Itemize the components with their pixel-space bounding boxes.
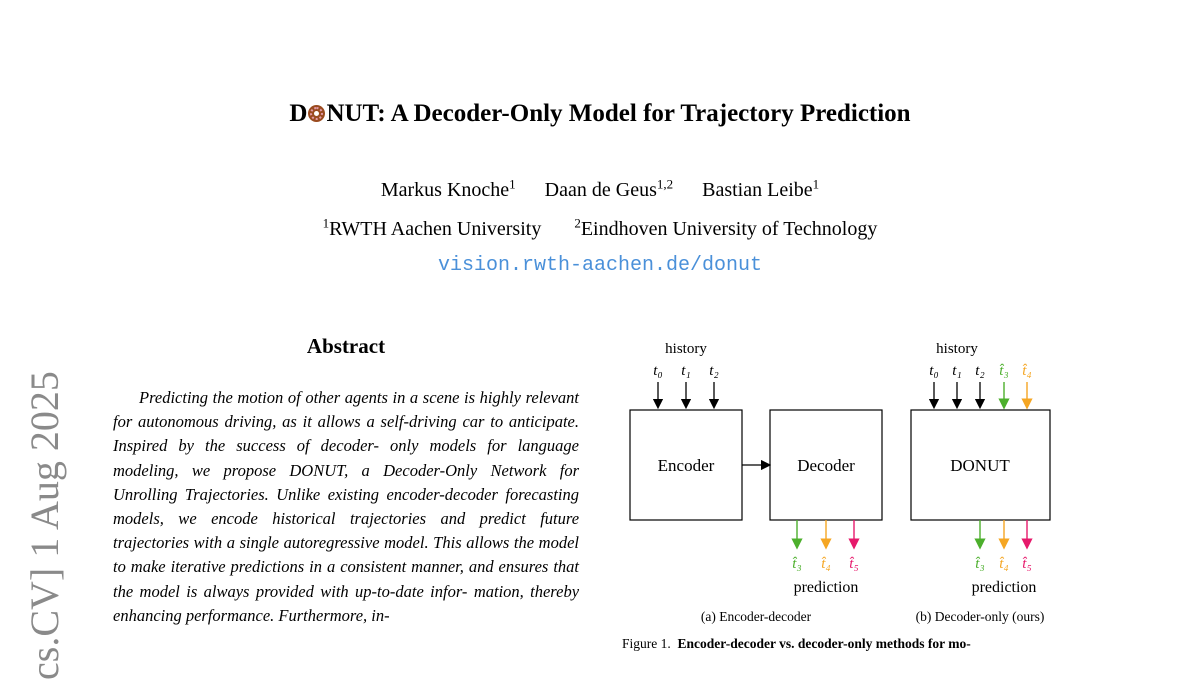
abstract-heading: Abstract [306,334,386,358]
history-label-a: history [665,341,707,357]
encoder-label: Encoder [657,456,715,475]
output-token-b: t̂₄ [999,556,1009,572]
input-token-a: t₁ [681,363,691,379]
history-label-b: history [936,341,978,357]
prediction-label-a: prediction [793,579,859,596]
prediction-label-b: prediction [971,579,1037,596]
input-token-b: t₀ [929,363,939,379]
subcaption-b: (b) Decoder-only (ours) [915,609,1045,624]
figure-caption: Figure 1. Encoder-decoder vs. decoder-only methods for mo- [622,636,971,651]
subcaption-a: (a) Encoder-decoder [700,609,812,624]
input-token-a: t₂ [709,363,719,379]
decoder-label: Decoder [797,456,855,475]
affiliation: $^2$Eindhoven University of Technology [574,215,878,240]
title-text: NUT: A Decoder-Only Model for Trajectory Prediction [326,100,911,127]
output-token-a: t̂₅ [849,556,859,572]
output-token-a: t̂₄ [821,556,831,572]
input-token-b: t̂₃ [999,363,1009,379]
project-url-link[interactable]: vision.rwth-aachen.de/donut [437,254,763,277]
figure-1-diagram [600,330,1180,630]
abstract-paragraph: Predicting the motion of other agents in a scene is highly relevant for autonomous driving, as it allows a self-driving car to anticipate. Inspired by the success of decoder- only models for language modeling, we propose DONUT, a Decoder-Only Network for Unrolling Trajectories. Unlike existing encoder-decoder forecasting models, we encode historical trajectories and predict future trajectories with a single autoregressive model. This allows the model to make iterative predictions in a consistent manner, and ensures that the model is always provided with up-to-date infor- mation, thereby enhancing performance. Furthermore, in- [113,388,580,625]
title-logo-letter: D [289,100,308,127]
author: Bastian Leibe$^1$ [702,176,820,201]
author-list [0,176,1200,202]
donut-logo-icon [308,105,325,122]
abstract-body [113,386,579,628]
output-token-a: t̂₃ [792,556,802,572]
arxiv-stamp: cs.CV] 1 Aug 2025 [22,371,67,680]
input-token-b: t₁ [952,363,962,379]
affiliation: $^1$RWTH Aachen University [322,215,542,240]
paper-title [0,100,1200,128]
author: Daan de Geus$^{1,2}$ [544,176,674,201]
input-token-a: t₀ [653,363,663,379]
donut-label: DONUT [950,456,1010,475]
affiliation-list [0,215,1200,241]
output-token-b: t̂₃ [975,556,985,572]
input-token-b: t₂ [975,363,985,379]
output-token-b: t̂₅ [1022,556,1032,572]
input-token-b: t̂₄ [1022,363,1032,379]
author: Markus Knoche$^1$ [380,176,516,201]
